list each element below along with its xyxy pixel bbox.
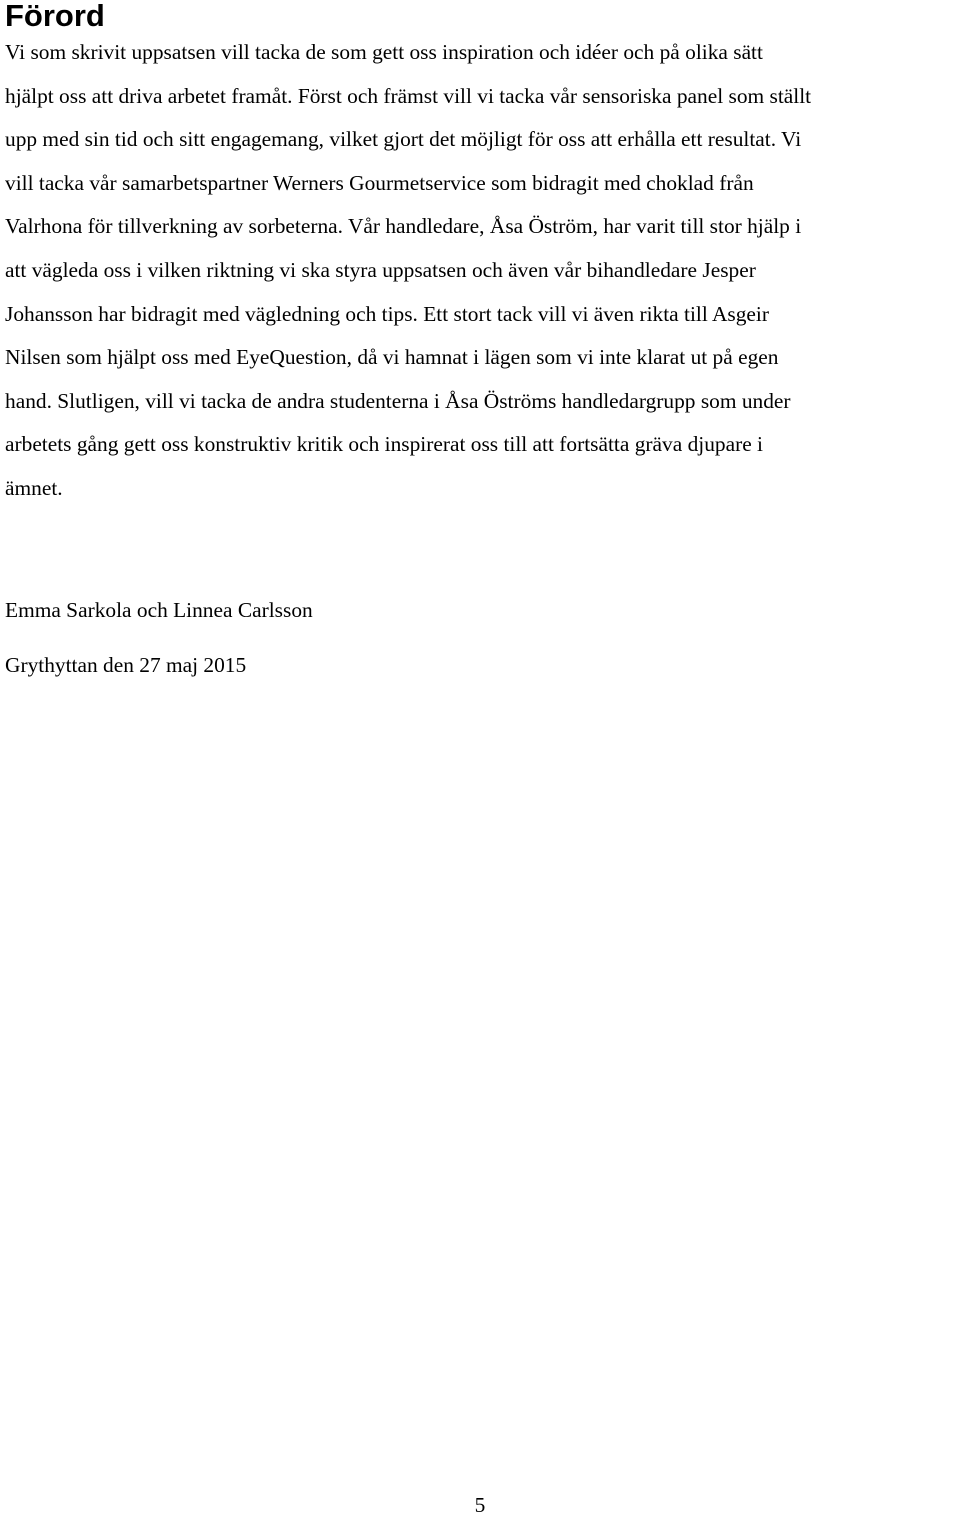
paragraph-line: att vägleda oss i vilken riktning vi ska styra uppsatsen och även vår bihandledare Jesper xyxy=(5,257,756,282)
acknowledgement-paragraph xyxy=(5,31,957,511)
paragraph-line: hjälpt oss att driva arbetet framåt. Först och främst vill vi tacka vår sensoriska panel som ställt xyxy=(5,83,812,108)
paragraph-line: Johansson har bidragit med vägledning och tips. Ett stort tack vill vi även rikta till Asgeir xyxy=(5,301,769,326)
page-title: Förord xyxy=(5,0,105,33)
place-and-date: Grythyttan den 27 maj 2015 xyxy=(5,653,247,677)
paragraph-line: ämnet. xyxy=(5,475,63,500)
page-number: 5 xyxy=(474,1493,486,1517)
paragraph-line: arbetets gång gett oss konstruktiv kritik och inspirerat oss till att fortsätta gräva djupare i xyxy=(5,432,763,457)
paragraph-line: vill tacka vår samarbetspartner Werners Gourmetservice som bidragit med choklad från xyxy=(5,170,754,195)
paragraph-line: upp med sin tid och sitt engagemang, vilket gjort det möjligt för oss att erhålla ett resultat. Vi xyxy=(5,127,802,152)
paragraph-line: Nilsen som hjälpt oss med EyeQuestion, då vi hamnat i lägen som vi inte klarat ut på egen xyxy=(5,345,779,370)
paragraph-line: Vi som skrivit uppsatsen vill tacka de som gett oss inspiration och idéer och på olika sätt xyxy=(5,40,763,64)
paragraph-line: hand. Slutligen, vill vi tacka de andra studenterna i Åsa Öströms handledargrupp som under xyxy=(5,388,791,413)
paragraph-line: Valrhona för tillverkning av sorbeterna. Vår handledare, Åsa Öström, har varit till stor hjälp i xyxy=(5,214,802,239)
author-signature: Emma Sarkola och Linnea Carlsson xyxy=(5,598,313,622)
